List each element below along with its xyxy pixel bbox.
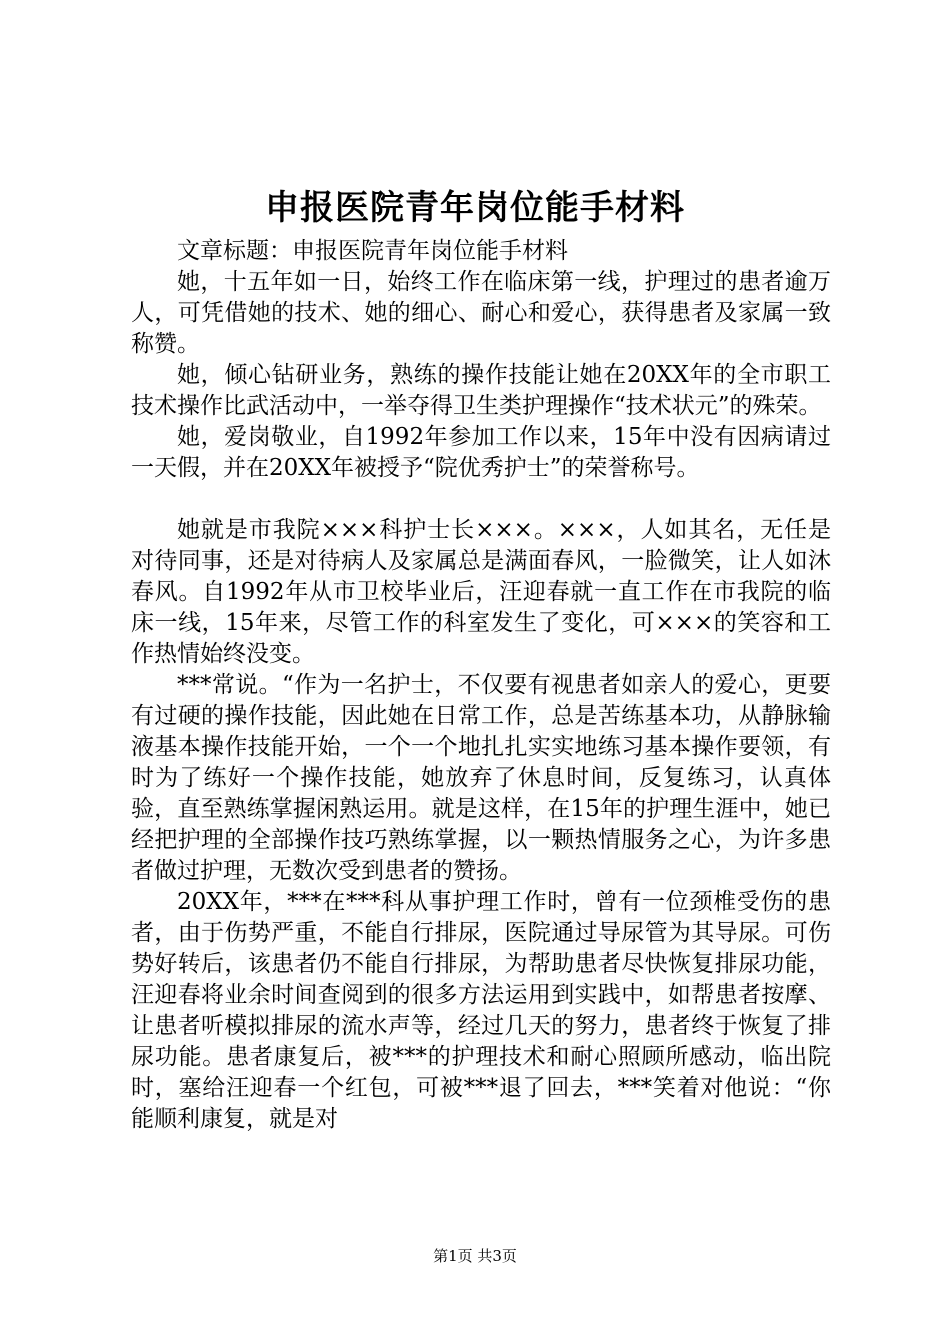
paragraph: ***常说。“作为一名护士，不仅要有视患者如亲人的爱心，更要有过硬的操作技能，因此她在日常工作，总是苦练基本功，从静脉输液基本操作技能开始，一个一个地扎扎实实地练习基本操作要领，有时为了练好一个操作技能，她放弃了休息时间，反复练习，认真体验，直至熟练掌握闲熟运用。就是这样，在15年的护理生涯中，她已经把护理的全部操作技巧熟练掌握，以一颗热情服务之心，为许多患者做过护理，无数次受到患者的赞扬。 [131, 672, 831, 884]
article-title-line: 文章标题：申报医院青年岗位能手材料 [177, 238, 568, 264]
document-title: 申报医院青年岗位能手材料 [265, 188, 685, 228]
paragraph: 她，十五年如一日，始终工作在临床第一线，护理过的患者逾万人，可凭借她的技术、她的细心、耐心和爱心，获得患者及家属一致称赞。 [131, 269, 831, 357]
paragraph: 她，爱岗敬业，自1992年参加工作以来，15年中没有因病请过一天假，并在20XX年被授予“院优秀护士”的荣誉称号。 [131, 424, 831, 481]
page-footer: 第1页 共3页 [433, 1247, 517, 1265]
paragraph: 20XX年，***在***科从事护理工作时，曾有一位颈椎受伤的患者，由于伤势严重，不能自行排尿，医院通过导尿管为其导尿。可伤势好转后，该患者仍不能自行排尿，为帮助患者尽快恢复排尿功能，汪迎春将业余时间查阅到的很多方法运用到实践中，如帮患者按摩、让患者听模拟排尿的流水声等，经过几天的努力，患者终于恢复了排尿功能。患者康复后，被***的护理技术和耐心照顾所感动，临出院时，塞给汪迎春一个红包，可被***退了回去，***笑着对他说：“你能顺利康复，就是对 [131, 889, 831, 1132]
paragraph: 她就是市我院×××科护士长×××。×××，人如其名，无任是对待同事，还是对待病人及家属总是满面春风，一脸微笑，让人如沐春风。自1992年从市卫校毕业后，汪迎春就一直工作在市我院的临床一线，15年来，尽管工作的科室发生了变化，可×××的笑容和工作热情始终没变。 [131, 517, 831, 667]
paragraph: 她，倾心钻研业务，熟练的操作技能让她在20XX年的全市职工技术操作比武活动中，一举夺得卫生类护理操作“技术状元”的殊荣。 [131, 362, 831, 419]
document-body [131, 236, 831, 1135]
